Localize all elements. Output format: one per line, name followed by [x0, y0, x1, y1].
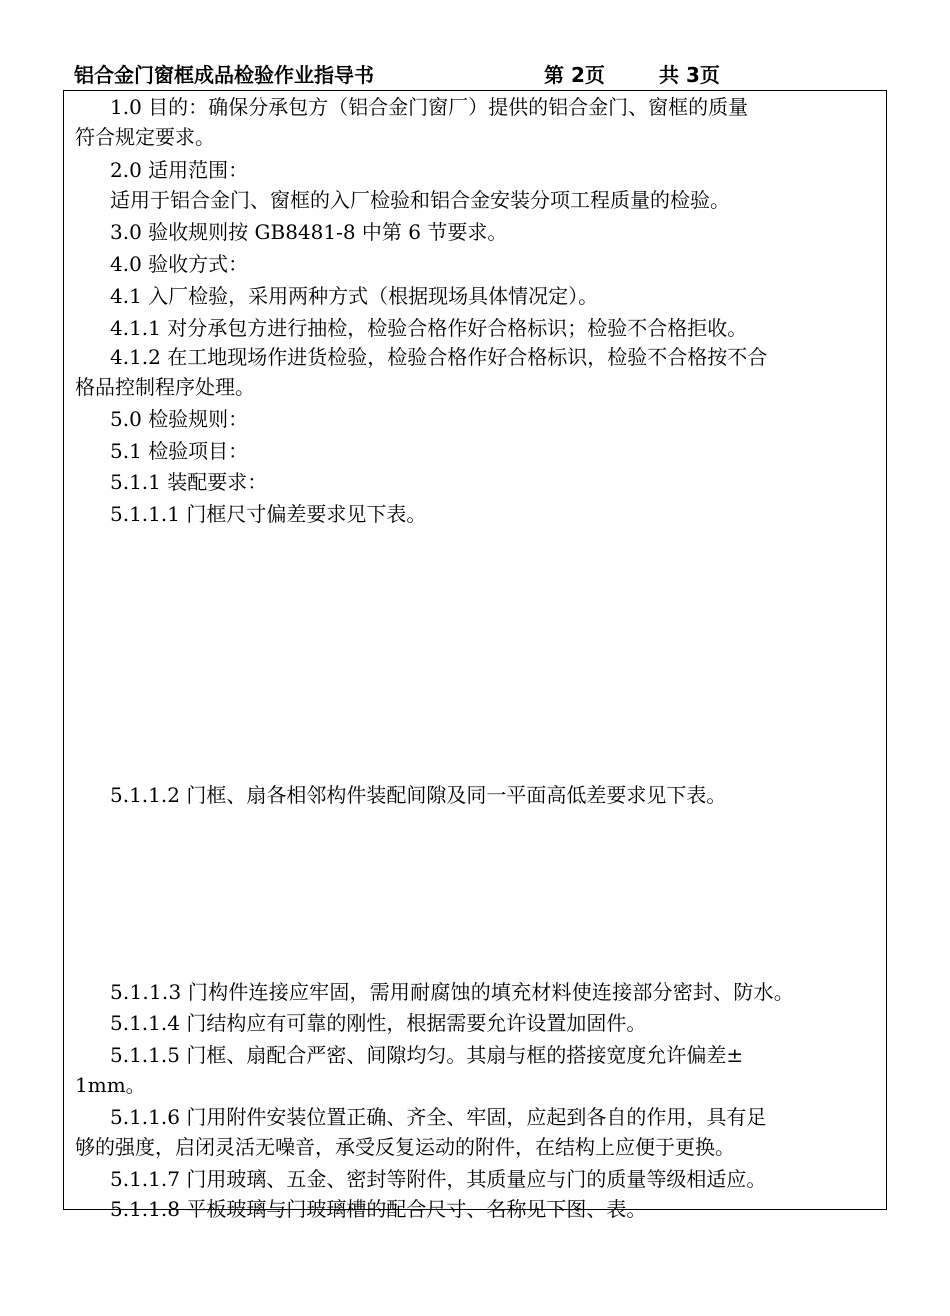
inspection-items-heading: 5.1 检验项目：	[110, 439, 249, 463]
sampling-inspection: 4.1.1 对分承包方进行抽检，检验合格作好合格标识；检验不合格拒收。	[110, 316, 748, 340]
assembly-requirements-heading: 5.1.1 装配要求：	[110, 470, 268, 494]
purpose-line-2: 符合规定要求。	[75, 125, 215, 149]
fit-requirement-line-1: 5.1.1.5 门框、扇配合严密、间隙均匀。其扇与框的搭接宽度允许偏差±	[110, 1043, 744, 1067]
assembly-gap-requirement: 5.1.1.2 门框、扇各相邻构件装配间隙及同一平面高低差要求见下表。	[110, 783, 727, 807]
scope-heading: 2.0 适用范围：	[110, 158, 249, 182]
fittings-requirement-line-1: 5.1.1.6 门用附件安装位置正确、齐全、牢固，应起到各自的作用，具有足	[110, 1105, 767, 1129]
acceptance-rule: 3.0 验收规则按 GB8481-8 中第 6 节要求。	[110, 220, 508, 244]
site-inspection-line-2: 格品控制程序处理。	[75, 375, 255, 399]
incoming-inspection: 4.1 入厂检验，采用两种方式（根据现场具体情况定）。	[110, 284, 599, 308]
frame-size-deviation: 5.1.1.1 门框尺寸偏差要求见下表。	[110, 502, 427, 526]
glass-hardware-requirement: 5.1.1.7 门用玻璃、五金、密封等附件，其质量应与门的质量等级相适应。	[110, 1167, 767, 1191]
site-inspection-line-1: 4.1.2 在工地现场作进货检验，检验合格作好合格标识，检验不合格按不合	[110, 345, 768, 369]
acceptance-method-heading: 4.0 验收方式：	[110, 252, 249, 276]
purpose-line-1: 1.0 目的：确保分承包方（铝合金门窗厂）提供的铝合金门、窗框的质量	[110, 95, 749, 119]
document-title: 铝合金门窗框成品检验作业指导书	[74, 63, 374, 87]
fit-requirement-line-2: 1mm。	[75, 1073, 146, 1097]
page-number: 第 2页	[544, 63, 605, 87]
rigidity-requirement: 5.1.1.4 门结构应有可靠的刚性，根据需要允许设置加固件。	[110, 1011, 647, 1035]
connection-requirement: 5.1.1.3 门构件连接应牢固，需用耐腐蚀的填充材料使连接部分密封、防水。	[110, 980, 794, 1004]
fittings-requirement-line-2: 够的强度，启闭灵活无噪音，承受反复运动的附件，在结构上应便于更换。	[75, 1135, 735, 1159]
page-header	[74, 60, 894, 90]
inspection-rules-heading: 5.0 检验规则：	[110, 407, 249, 431]
scope-text: 适用于铝合金门、窗框的入厂检验和铝合金安装分项工程质量的检验。	[110, 188, 730, 212]
glass-groove-fit: 5.1.1.8 平板玻璃与门玻璃槽的配合尺寸、名称见下图、表。	[110, 1197, 647, 1221]
page-total: 共 3页	[659, 63, 720, 87]
